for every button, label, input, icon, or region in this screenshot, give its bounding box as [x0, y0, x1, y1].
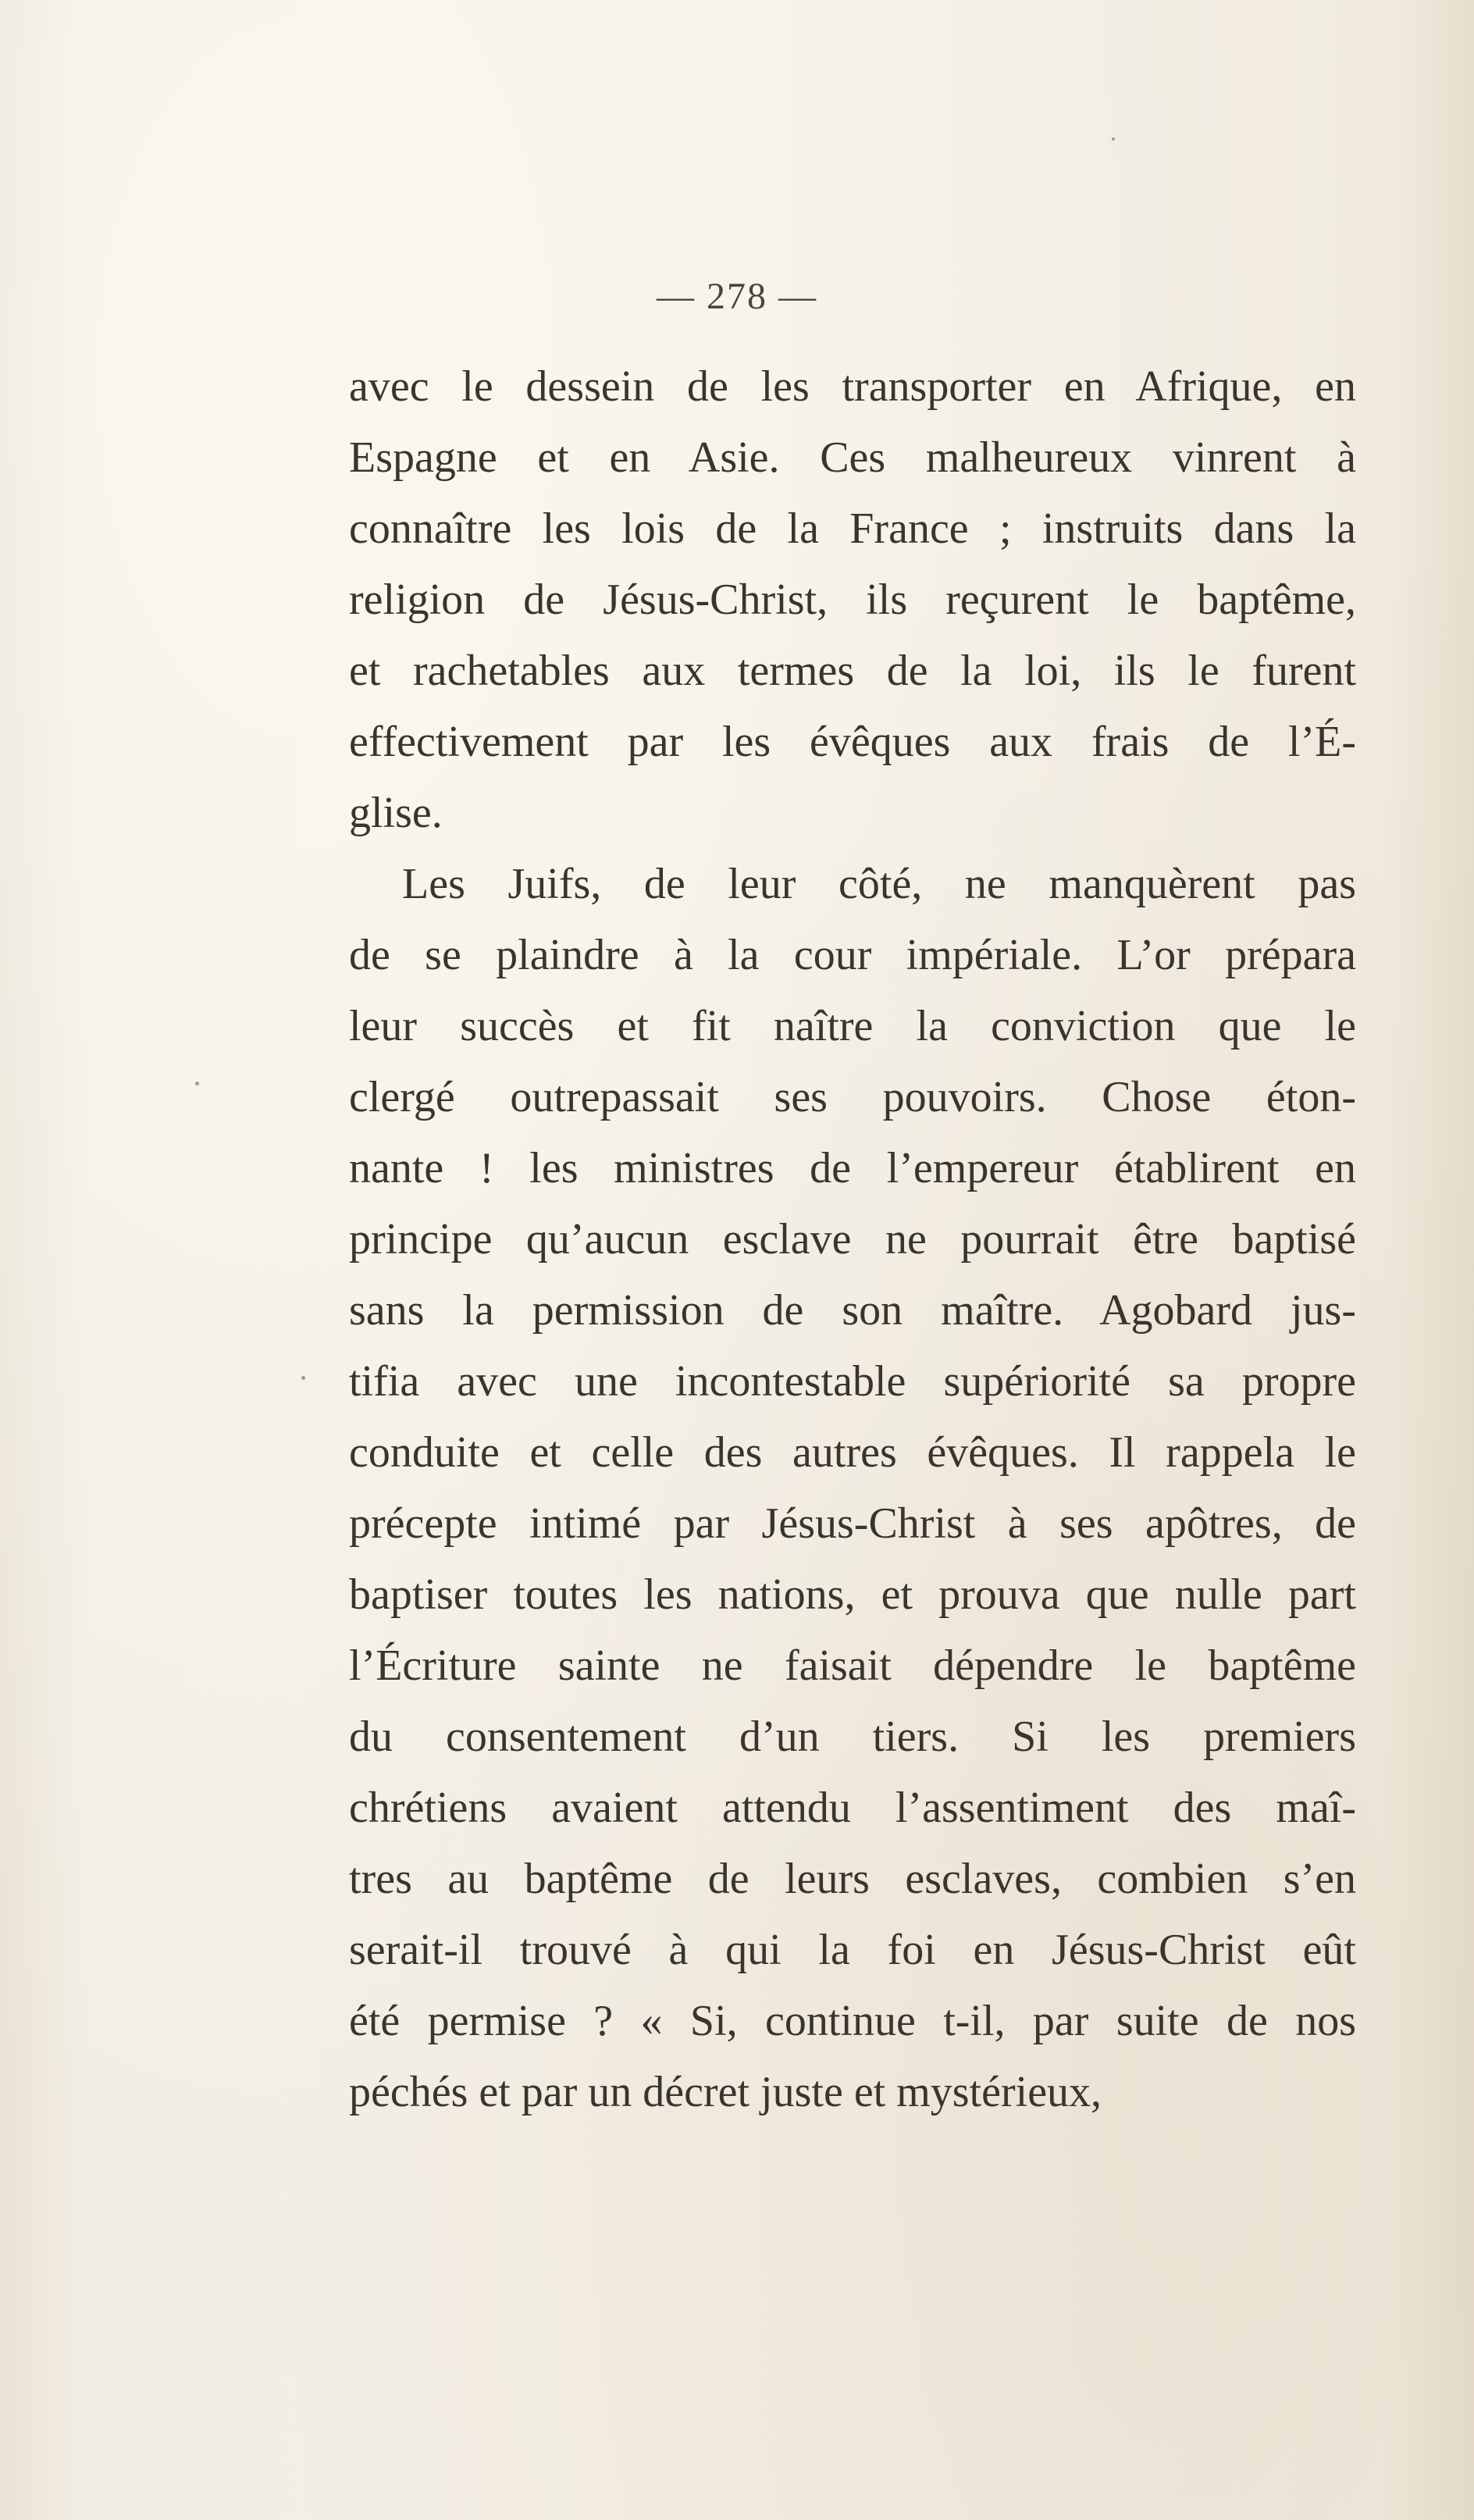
text-line: précepte intimé par Jésus-Christ à ses apôtres, de — [349, 1499, 1356, 1548]
text-line: de se plaindre à la cour impériale. L’or prépara — [349, 931, 1356, 979]
text-line: tifia avec une incontestable supériorité sa propre — [349, 1357, 1356, 1406]
text-line: leur succès et fit naître la conviction que le — [349, 1002, 1356, 1050]
body-text — [349, 351, 1356, 2128]
text-line: tres au baptême de leurs esclaves, combien s’en — [349, 1855, 1356, 1903]
text-line: connaître les lois de la France ; instruits dans la — [349, 504, 1356, 553]
paper-speck — [301, 1376, 305, 1380]
text-line: baptiser toutes les nations, et prouva que nulle part — [349, 1570, 1356, 1619]
text-line: été permise ? « Si, continue t-il, par suite de nos — [349, 1997, 1356, 2045]
text-line: serait-il trouvé à qui la foi en Jésus-Christ eût — [349, 1926, 1356, 1974]
text-line: avec le dessein de les transporter en Afrique, en — [349, 362, 1356, 411]
text-line: nante ! les ministres de l’empereur établirent en — [349, 1144, 1356, 1192]
page-number: — 278 — — [657, 276, 817, 317]
text-line: religion de Jésus-Christ, ils reçurent le baptême, — [349, 576, 1356, 624]
text-line: Les Juifs, de leur côté, ne manquèrent pas — [402, 860, 1356, 908]
text-line: glise. — [349, 789, 443, 837]
text-line: l’Écriture sainte ne faisait dépendre le baptême — [349, 1641, 1356, 1690]
text-line: Espagne et en Asie. Ces malheureux vinrent à — [349, 433, 1356, 482]
text-line: conduite et celle des autres évêques. Il rappela le — [349, 1428, 1356, 1477]
text-line: et rachetables aux termes de la loi, ils le furent — [349, 647, 1356, 695]
text-line: sans la permission de son maître. Agobard jus- — [349, 1286, 1356, 1335]
text-line: effectivement par les évêques aux frais de l’É- — [349, 718, 1356, 766]
text-line: du consentement d’un tiers. Si les premiers — [349, 1713, 1356, 1761]
text-line: principe qu’aucun esclave ne pourrait être baptisé — [349, 1215, 1356, 1264]
text-line: chrétiens avaient attendu l’assentiment des maî- — [349, 1784, 1356, 1832]
text-line: péchés et par un décret juste et mystérieux, — [349, 2068, 1102, 2116]
paper-speck — [195, 1082, 199, 1085]
text-line: clergé outrepassait ses pouvoirs. Chose éton- — [349, 1073, 1356, 1121]
paper-speck — [1112, 137, 1115, 141]
